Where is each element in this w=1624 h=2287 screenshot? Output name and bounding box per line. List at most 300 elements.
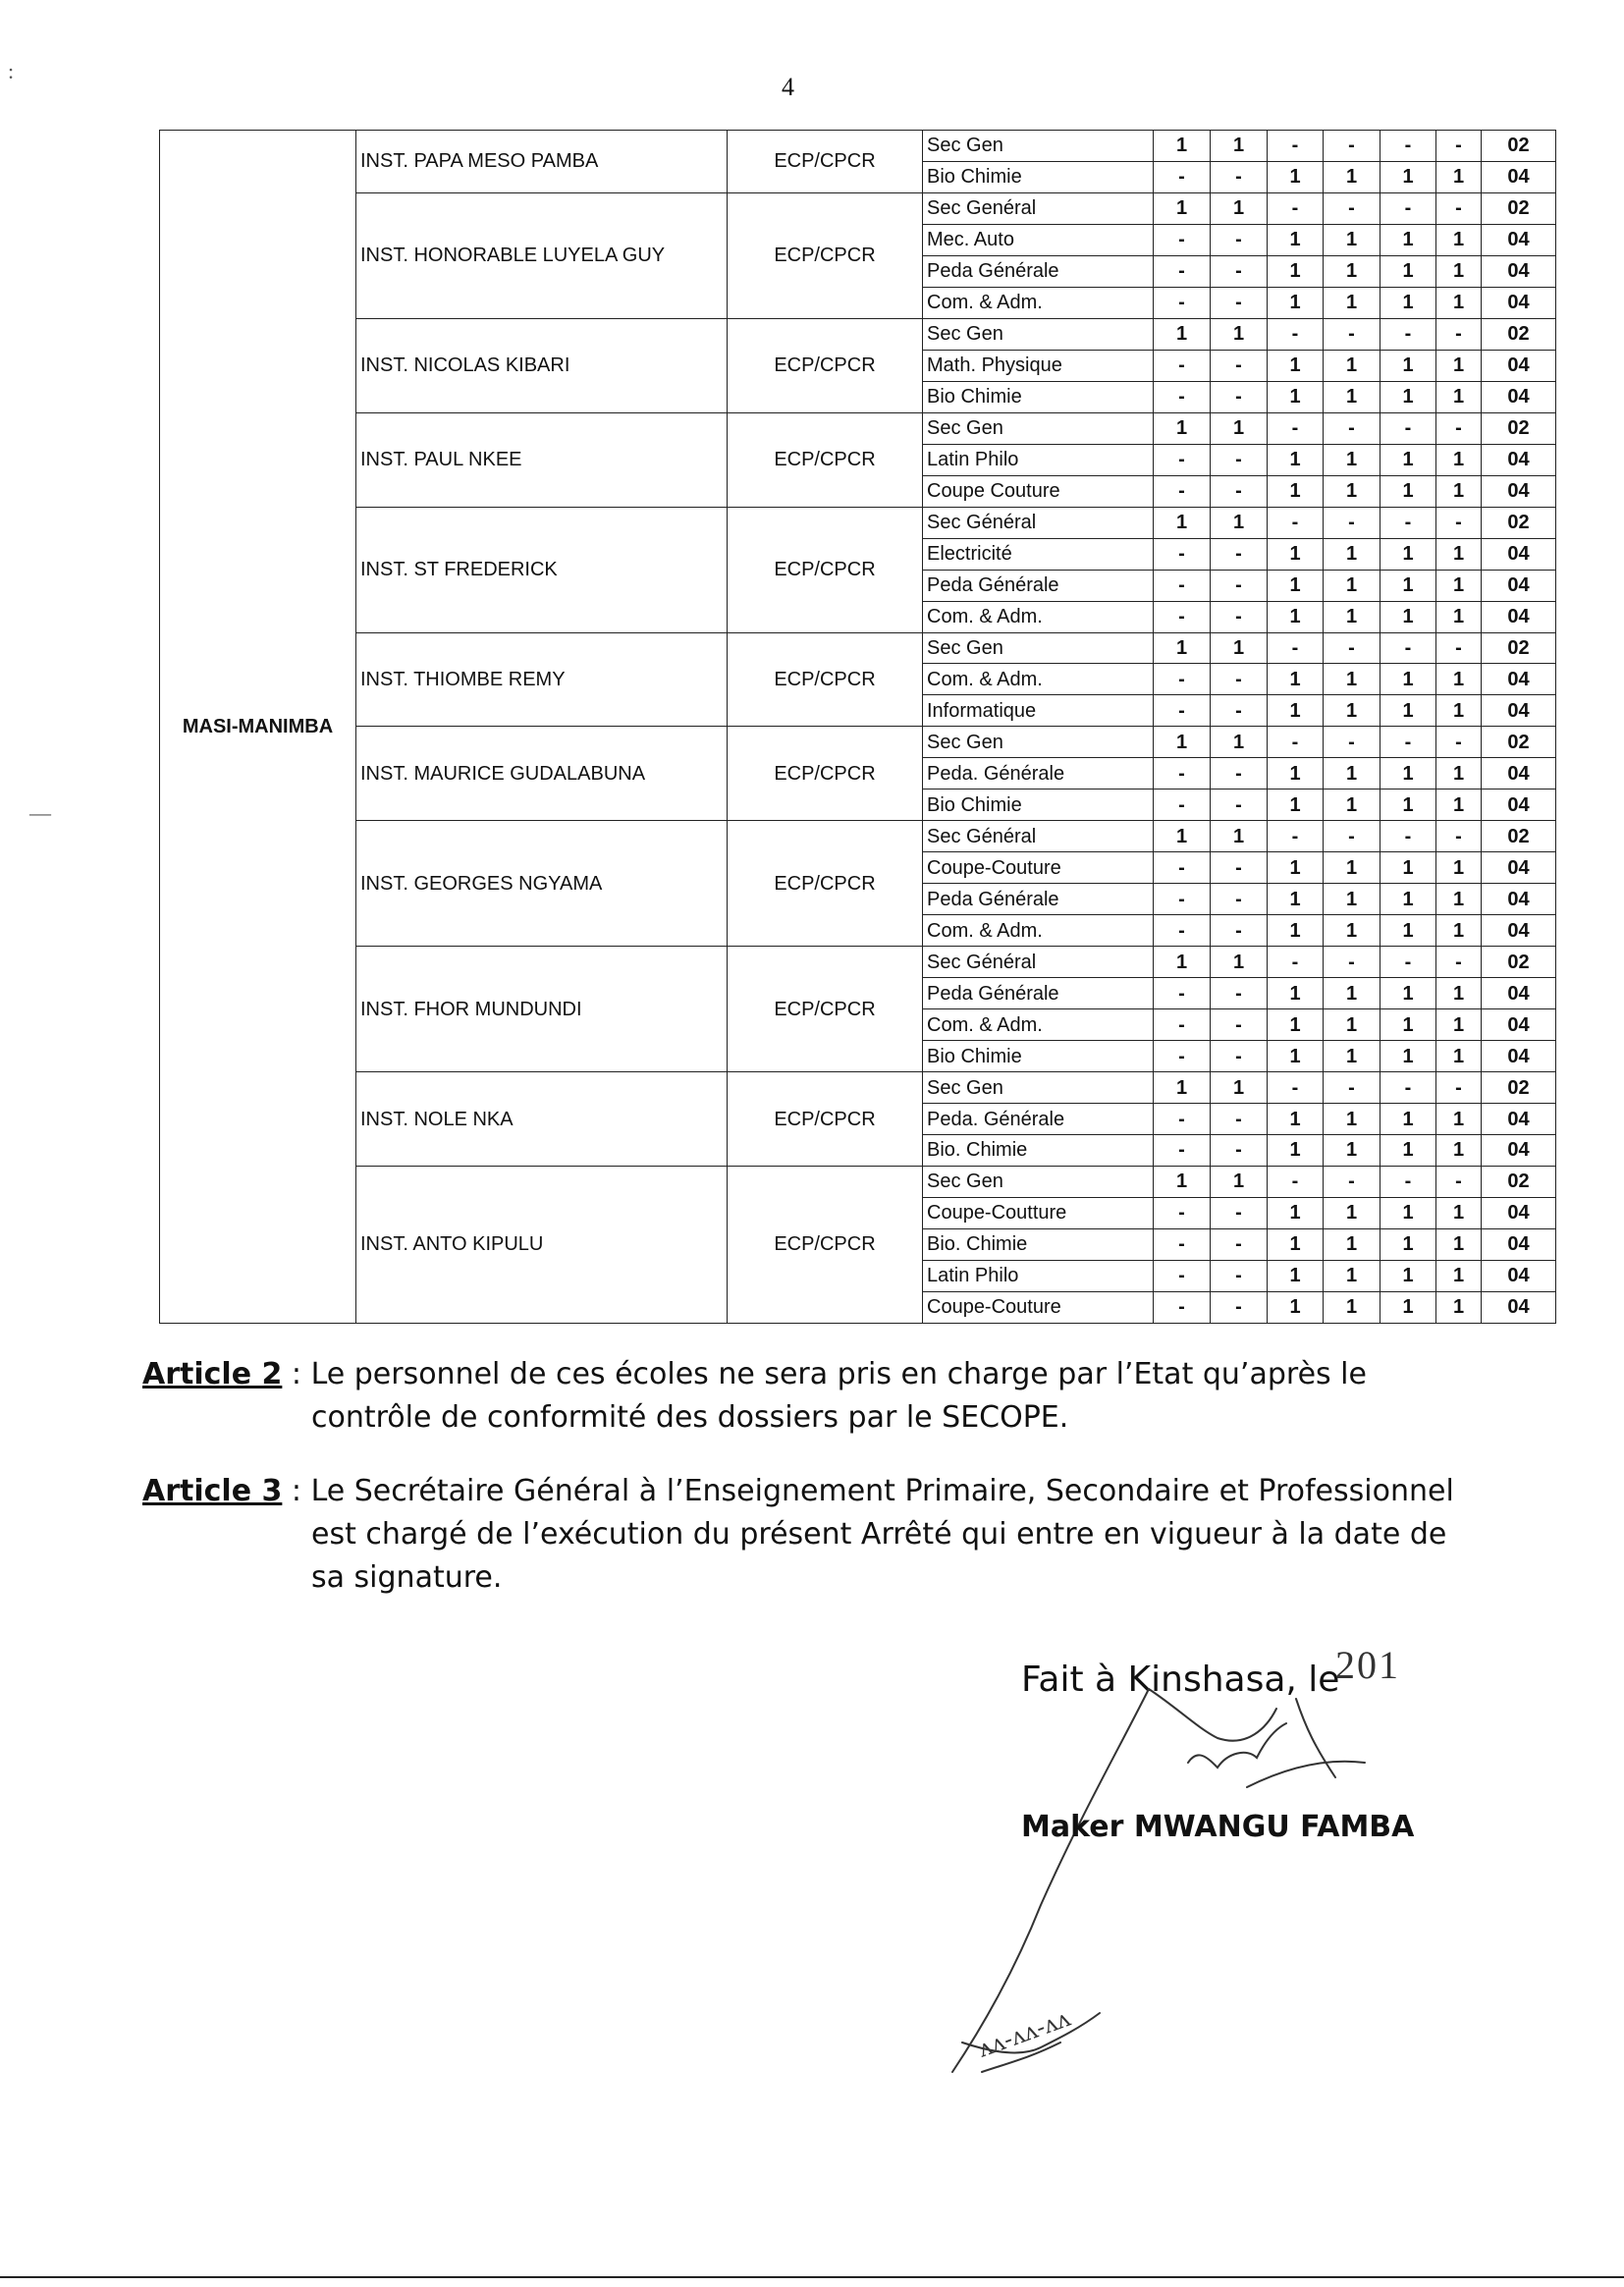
school-type-cell: ECP/CPCR	[728, 318, 923, 412]
class-count-cell: -	[1154, 224, 1211, 255]
class-count-cell: -	[1154, 444, 1211, 475]
class-count-cell: 1	[1380, 790, 1436, 821]
class-count-cell: -	[1154, 790, 1211, 821]
class-count-cell: 1	[1436, 255, 1482, 287]
class-count-cell: -	[1211, 538, 1268, 570]
class-count-cell: 1	[1380, 1135, 1436, 1167]
option-cell: Sec Gen	[923, 131, 1154, 162]
class-count-cell: 1	[1380, 1228, 1436, 1260]
class-count-cell: -	[1211, 695, 1268, 727]
class-count-cell: 1	[1436, 475, 1482, 507]
class-count-cell: 1	[1211, 632, 1268, 664]
class-count-cell: -	[1436, 632, 1482, 664]
option-cell: Latin Philo	[923, 444, 1154, 475]
total-cell: 04	[1482, 852, 1556, 884]
option-cell: Coupe-Coutture	[923, 1197, 1154, 1228]
class-count-cell: 1	[1211, 1072, 1268, 1104]
article-2-label: Article 2	[142, 1357, 283, 1391]
class-count-cell: 1	[1154, 192, 1211, 224]
option-cell: Coupe-Couture	[923, 852, 1154, 884]
class-count-cell: 1	[1268, 255, 1324, 287]
class-count-cell: -	[1211, 161, 1268, 192]
option-cell: Com. & Adm.	[923, 1009, 1154, 1041]
class-count-cell: -	[1380, 507, 1436, 538]
class-count-cell: -	[1154, 1228, 1211, 1260]
school-name-cell: INST. HONORABLE LUYELA GUY	[356, 192, 728, 318]
class-count-cell: 1	[1380, 381, 1436, 412]
class-count-cell: 1	[1324, 570, 1380, 601]
class-count-cell: 1	[1436, 758, 1482, 790]
class-count-cell: 1	[1380, 852, 1436, 884]
class-count-cell: 1	[1154, 632, 1211, 664]
class-count-cell: -	[1436, 507, 1482, 538]
option-cell: Sec Gen	[923, 318, 1154, 350]
total-cell: 04	[1482, 601, 1556, 632]
class-count-cell: 1	[1268, 852, 1324, 884]
option-cell: Sec Gen	[923, 727, 1154, 758]
option-cell: Sec Gen	[923, 1166, 1154, 1197]
school-name-cell: INST. THIOMBE REMY	[356, 632, 728, 727]
class-count-cell: 1	[1268, 1135, 1324, 1167]
article-3-line-3: sa signature.	[311, 1560, 503, 1595]
option-cell: Sec Gen	[923, 1072, 1154, 1104]
class-count-cell: 1	[1380, 538, 1436, 570]
class-count-cell: 1	[1268, 381, 1324, 412]
class-count-cell: -	[1380, 131, 1436, 162]
class-count-cell: 1	[1211, 821, 1268, 852]
class-count-cell: -	[1154, 287, 1211, 318]
class-count-cell: -	[1268, 412, 1324, 444]
class-count-cell: 1	[1380, 695, 1436, 727]
class-count-cell: 1	[1380, 1291, 1436, 1323]
school-type-cell: ECP/CPCR	[728, 1166, 923, 1323]
class-count-cell: 1	[1211, 412, 1268, 444]
class-count-cell: 1	[1380, 444, 1436, 475]
class-count-cell: -	[1268, 632, 1324, 664]
class-count-cell: 1	[1268, 1228, 1324, 1260]
option-cell: Bio Chimie	[923, 381, 1154, 412]
class-count-cell: 1	[1211, 727, 1268, 758]
class-count-cell: 1	[1436, 915, 1482, 947]
class-count-cell: -	[1380, 632, 1436, 664]
total-cell: 04	[1482, 664, 1556, 695]
table-row	[160, 1072, 1556, 1104]
class-count-cell: 1	[1211, 1166, 1268, 1197]
total-cell: 04	[1482, 1009, 1556, 1041]
class-count-cell: 1	[1436, 350, 1482, 381]
region-cell: MASI-MANIMBA	[160, 131, 356, 1324]
class-count-cell: 1	[1324, 1135, 1380, 1167]
class-count-cell: -	[1436, 131, 1482, 162]
class-count-cell: -	[1324, 821, 1380, 852]
class-count-cell: 1	[1324, 1291, 1380, 1323]
total-cell: 04	[1482, 915, 1556, 947]
class-count-cell: -	[1211, 255, 1268, 287]
class-count-cell: 1	[1380, 884, 1436, 915]
option-cell: Sec Genéral	[923, 192, 1154, 224]
option-cell: Peda. Générale	[923, 1104, 1154, 1135]
class-count-cell: -	[1154, 884, 1211, 915]
class-count-cell: -	[1268, 821, 1324, 852]
page-number: 4	[782, 73, 794, 101]
class-count-cell: 1	[1324, 161, 1380, 192]
class-count-cell: -	[1268, 1072, 1324, 1104]
class-count-cell: -	[1211, 601, 1268, 632]
class-count-cell: -	[1211, 350, 1268, 381]
class-count-cell: -	[1436, 727, 1482, 758]
total-cell: 04	[1482, 790, 1556, 821]
class-count-cell: 1	[1436, 1197, 1482, 1228]
class-count-cell: 1	[1268, 224, 1324, 255]
schools-table	[159, 130, 1556, 1324]
school-name-cell: INST. NICOLAS KIBARI	[356, 318, 728, 412]
class-count-cell: 1	[1324, 1197, 1380, 1228]
class-count-cell: 1	[1324, 381, 1380, 412]
class-count-cell: 1	[1436, 1291, 1482, 1323]
class-count-cell: 1	[1268, 350, 1324, 381]
class-count-cell: -	[1154, 475, 1211, 507]
option-cell: Electricité	[923, 538, 1154, 570]
option-cell: Peda Générale	[923, 884, 1154, 915]
table-row	[160, 1166, 1556, 1197]
class-count-cell: 1	[1380, 664, 1436, 695]
class-count-cell: -	[1211, 1291, 1268, 1323]
total-cell: 02	[1482, 1072, 1556, 1104]
class-count-cell: -	[1154, 350, 1211, 381]
option-cell: Bio Chimie	[923, 161, 1154, 192]
table-row	[160, 507, 1556, 538]
class-count-cell: 1	[1324, 1228, 1380, 1260]
class-count-cell: -	[1211, 570, 1268, 601]
class-count-cell: 1	[1324, 444, 1380, 475]
class-count-cell: 1	[1211, 131, 1268, 162]
school-type-cell: ECP/CPCR	[728, 192, 923, 318]
class-count-cell: 1	[1154, 507, 1211, 538]
class-count-cell: 1	[1380, 1197, 1436, 1228]
school-name-cell: INST. NOLE NKA	[356, 1072, 728, 1167]
total-cell: 04	[1482, 1041, 1556, 1072]
signatory-name: Maker MWANGU FAMBA	[1021, 1810, 1415, 1844]
class-count-cell: 1	[1154, 1166, 1211, 1197]
class-count-cell: 1	[1154, 821, 1211, 852]
total-cell: 02	[1482, 821, 1556, 852]
class-count-cell: 1	[1436, 664, 1482, 695]
class-count-cell: 1	[1154, 318, 1211, 350]
class-count-cell: 1	[1380, 1009, 1436, 1041]
article-2-line-2: contrôle de conformité des dossiers par le SECOPE.	[311, 1400, 1069, 1435]
margin-mark: —	[29, 800, 51, 825]
total-cell: 04	[1482, 1197, 1556, 1228]
class-count-cell: 1	[1211, 507, 1268, 538]
class-count-cell: 1	[1380, 224, 1436, 255]
class-count-cell: 1	[1324, 538, 1380, 570]
table-row	[160, 192, 1556, 224]
option-cell: Bio Chimie	[923, 790, 1154, 821]
total-cell: 04	[1482, 224, 1556, 255]
class-count-cell: 1	[1268, 1104, 1324, 1135]
class-count-cell: -	[1380, 192, 1436, 224]
class-count-cell: -	[1154, 570, 1211, 601]
class-count-cell: 1	[1436, 224, 1482, 255]
class-count-cell: 1	[1268, 444, 1324, 475]
class-count-cell: -	[1211, 1228, 1268, 1260]
total-cell: 04	[1482, 1291, 1556, 1323]
class-count-cell: 1	[1380, 350, 1436, 381]
class-count-cell: -	[1211, 381, 1268, 412]
total-cell: 02	[1482, 1166, 1556, 1197]
total-cell: 04	[1482, 255, 1556, 287]
class-count-cell: -	[1154, 381, 1211, 412]
class-count-cell: 1	[1436, 444, 1482, 475]
class-count-cell: 1	[1154, 1072, 1211, 1104]
class-count-cell: 1	[1268, 884, 1324, 915]
total-cell: 04	[1482, 381, 1556, 412]
class-count-cell: 1	[1154, 727, 1211, 758]
class-count-cell: -	[1154, 255, 1211, 287]
class-count-cell: -	[1154, 538, 1211, 570]
school-name-cell: INST. ST FREDERICK	[356, 507, 728, 632]
option-cell: Coupe-Couture	[923, 1291, 1154, 1323]
class-count-cell: 1	[1268, 1041, 1324, 1072]
option-cell: Sec Gen	[923, 412, 1154, 444]
class-count-cell: 1	[1211, 192, 1268, 224]
class-count-cell: -	[1380, 412, 1436, 444]
class-count-cell: -	[1324, 1072, 1380, 1104]
class-count-cell: -	[1154, 601, 1211, 632]
class-count-cell: -	[1154, 915, 1211, 947]
total-cell: 04	[1482, 287, 1556, 318]
class-count-cell: 1	[1268, 1009, 1324, 1041]
class-count-cell: 1	[1268, 978, 1324, 1009]
class-count-cell: -	[1436, 192, 1482, 224]
class-count-cell: 1	[1324, 1009, 1380, 1041]
class-count-cell: 1	[1436, 570, 1482, 601]
class-count-cell: 1	[1324, 1041, 1380, 1072]
class-count-cell: 1	[1268, 790, 1324, 821]
option-cell: Coupe Couture	[923, 475, 1154, 507]
total-cell: 02	[1482, 727, 1556, 758]
class-count-cell: -	[1211, 1041, 1268, 1072]
class-count-cell: 1	[1380, 601, 1436, 632]
class-count-cell: -	[1154, 1041, 1211, 1072]
article-3-label: Article 3	[142, 1474, 283, 1508]
handwritten-signature	[923, 1669, 1473, 2092]
table-row	[160, 727, 1556, 758]
option-cell: Sec Général	[923, 947, 1154, 978]
total-cell: 04	[1482, 978, 1556, 1009]
class-count-cell: -	[1211, 758, 1268, 790]
class-count-cell: -	[1211, 1197, 1268, 1228]
total-cell: 02	[1482, 412, 1556, 444]
article-2-line-1: Le personnel de ces écoles ne sera pris en charge par l’Etat qu’après le	[310, 1357, 1367, 1391]
class-count-cell: -	[1380, 1166, 1436, 1197]
school-type-cell: ECP/CPCR	[728, 507, 923, 632]
class-count-cell: 1	[1324, 601, 1380, 632]
signature-place: Fait à Kinshasa, le	[1021, 1660, 1340, 1700]
class-count-cell: -	[1211, 1009, 1268, 1041]
class-count-cell: 1	[1324, 695, 1380, 727]
class-count-cell: -	[1154, 1260, 1211, 1291]
class-count-cell: -	[1268, 727, 1324, 758]
class-count-cell: 1	[1268, 475, 1324, 507]
class-count-cell: 1	[1211, 318, 1268, 350]
total-cell: 02	[1482, 192, 1556, 224]
class-count-cell: 1	[1268, 695, 1324, 727]
class-count-cell: -	[1380, 727, 1436, 758]
class-count-cell: 1	[1324, 884, 1380, 915]
class-count-cell: 1	[1268, 664, 1324, 695]
class-count-cell: -	[1211, 1135, 1268, 1167]
class-count-cell: 1	[1324, 978, 1380, 1009]
class-count-cell: 1	[1436, 1260, 1482, 1291]
class-count-cell: 1	[1436, 978, 1482, 1009]
class-count-cell: 1	[1268, 758, 1324, 790]
class-count-cell: -	[1324, 131, 1380, 162]
option-cell: Bio. Chimie	[923, 1135, 1154, 1167]
option-cell: Com. & Adm.	[923, 601, 1154, 632]
class-count-cell: -	[1324, 192, 1380, 224]
option-cell: Math. Physique	[923, 350, 1154, 381]
total-cell: 04	[1482, 444, 1556, 475]
class-count-cell: 1	[1436, 790, 1482, 821]
class-count-cell: 1	[1380, 475, 1436, 507]
total-cell: 04	[1482, 1228, 1556, 1260]
class-count-cell: 1	[1436, 1041, 1482, 1072]
table-row	[160, 947, 1556, 978]
class-count-cell: 1	[1380, 915, 1436, 947]
class-count-cell: 1	[1380, 570, 1436, 601]
margin-mark: :	[8, 59, 15, 83]
school-type-cell: ECP/CPCR	[728, 727, 923, 821]
class-count-cell: -	[1324, 318, 1380, 350]
class-count-cell: -	[1211, 790, 1268, 821]
class-count-cell: -	[1211, 884, 1268, 915]
total-cell: 04	[1482, 161, 1556, 192]
class-count-cell: 1	[1436, 538, 1482, 570]
school-type-cell: ECP/CPCR	[728, 1072, 923, 1167]
class-count-cell: 1	[1268, 570, 1324, 601]
total-cell: 04	[1482, 475, 1556, 507]
option-cell: Com. & Adm.	[923, 664, 1154, 695]
option-cell: Informatique	[923, 695, 1154, 727]
option-cell: Sec Général	[923, 507, 1154, 538]
option-cell: Peda Générale	[923, 978, 1154, 1009]
total-cell: 04	[1482, 1135, 1556, 1167]
school-type-cell: ECP/CPCR	[728, 412, 923, 507]
class-count-cell: 1	[1324, 1260, 1380, 1291]
option-cell: Bio. Chimie	[923, 1228, 1154, 1260]
class-count-cell: 1	[1380, 255, 1436, 287]
total-cell: 04	[1482, 695, 1556, 727]
school-name-cell: INST. PAUL NKEE	[356, 412, 728, 507]
class-count-cell: 1	[1324, 790, 1380, 821]
class-count-cell: -	[1436, 1072, 1482, 1104]
class-count-cell: 1	[1324, 1104, 1380, 1135]
class-count-cell: 1	[1380, 758, 1436, 790]
class-count-cell: 1	[1436, 161, 1482, 192]
class-count-cell: -	[1268, 947, 1324, 978]
class-count-cell: -	[1324, 412, 1380, 444]
class-count-cell: -	[1268, 131, 1324, 162]
class-count-cell: 1	[1436, 1104, 1482, 1135]
class-count-cell: -	[1154, 1104, 1211, 1135]
class-count-cell: 1	[1324, 287, 1380, 318]
class-count-cell: -	[1211, 664, 1268, 695]
total-cell: 04	[1482, 538, 1556, 570]
class-count-cell: -	[1154, 695, 1211, 727]
option-cell: Peda Générale	[923, 255, 1154, 287]
bottom-rule	[0, 2276, 1624, 2278]
class-count-cell: -	[1436, 947, 1482, 978]
school-name-cell: INST. PAPA MESO PAMBA	[356, 131, 728, 193]
class-count-cell: -	[1380, 1072, 1436, 1104]
class-count-cell: -	[1154, 758, 1211, 790]
class-count-cell: -	[1268, 192, 1324, 224]
class-count-cell: -	[1154, 664, 1211, 695]
school-type-cell: ECP/CPCR	[728, 947, 923, 1072]
class-count-cell: 1	[1436, 852, 1482, 884]
school-type-cell: ECP/CPCR	[728, 821, 923, 947]
class-count-cell: 1	[1268, 915, 1324, 947]
class-count-cell: -	[1436, 318, 1482, 350]
class-count-cell: -	[1211, 978, 1268, 1009]
class-count-cell: 1	[1380, 978, 1436, 1009]
total-cell: 04	[1482, 758, 1556, 790]
class-count-cell: 1	[1324, 758, 1380, 790]
class-count-cell: -	[1211, 1260, 1268, 1291]
table-row	[160, 131, 1556, 162]
total-cell: 04	[1482, 1104, 1556, 1135]
total-cell: 02	[1482, 507, 1556, 538]
class-count-cell: -	[1211, 915, 1268, 947]
class-count-cell: 1	[1436, 1009, 1482, 1041]
option-cell: Bio Chimie	[923, 1041, 1154, 1072]
class-count-cell: -	[1436, 821, 1482, 852]
class-count-cell: -	[1436, 412, 1482, 444]
class-count-cell: -	[1154, 1135, 1211, 1167]
class-count-cell: 1	[1380, 287, 1436, 318]
class-count-cell: 1	[1268, 538, 1324, 570]
class-count-cell: 1	[1324, 664, 1380, 695]
total-cell: 04	[1482, 570, 1556, 601]
class-count-cell: -	[1211, 475, 1268, 507]
class-count-cell: 1	[1324, 915, 1380, 947]
class-count-cell: 1	[1324, 255, 1380, 287]
class-count-cell: 1	[1324, 852, 1380, 884]
total-cell: 02	[1482, 947, 1556, 978]
class-count-cell: 1	[1380, 1104, 1436, 1135]
class-count-cell: 1	[1211, 947, 1268, 978]
class-count-cell: -	[1324, 727, 1380, 758]
stamp-date: 201	[1335, 1643, 1400, 1687]
option-cell: Latin Philo	[923, 1260, 1154, 1291]
class-count-cell: -	[1211, 444, 1268, 475]
option-cell: Com. & Adm.	[923, 287, 1154, 318]
table-row	[160, 821, 1556, 852]
class-count-cell: 1	[1436, 1228, 1482, 1260]
option-cell: Peda Générale	[923, 570, 1154, 601]
class-count-cell: 1	[1380, 1041, 1436, 1072]
class-count-cell: 1	[1268, 161, 1324, 192]
class-count-cell: 1	[1268, 601, 1324, 632]
class-count-cell: -	[1380, 947, 1436, 978]
class-count-cell: -	[1154, 978, 1211, 1009]
total-cell: 02	[1482, 318, 1556, 350]
class-count-cell: 1	[1154, 412, 1211, 444]
class-count-cell: -	[1154, 1009, 1211, 1041]
class-count-cell: -	[1324, 507, 1380, 538]
article-3-line-2: est chargé de l’exécution du présent Arrêté qui entre en vigueur à la date de	[311, 1517, 1447, 1552]
